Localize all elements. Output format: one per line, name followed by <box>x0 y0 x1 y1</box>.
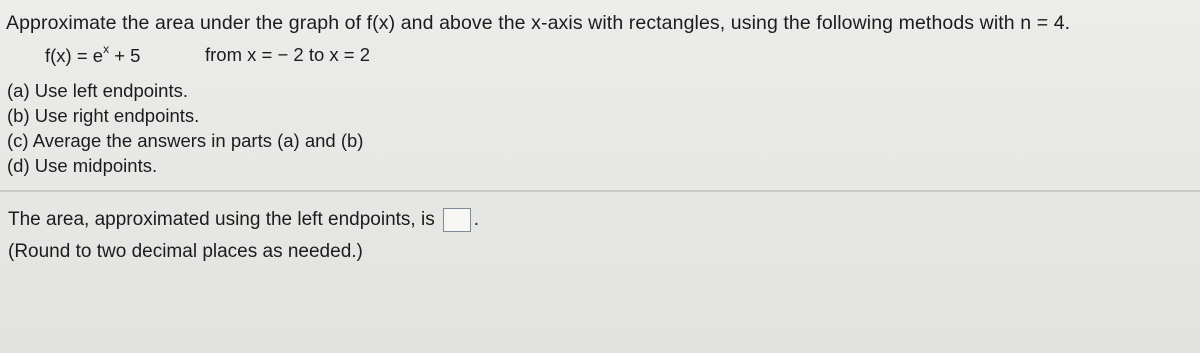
function-base: f(x) = e <box>45 45 104 67</box>
rounding-note: (Round to two decimal places as needed.) <box>8 241 363 262</box>
section-divider <box>0 190 1200 192</box>
function-exponent: x <box>103 42 110 56</box>
part-a: (a) Use left endpoints. <box>7 80 188 101</box>
part-c: (c) Average the answers in parts (a) and (b) <box>7 130 364 151</box>
interval-range: from x = − 2 to x = 2 <box>205 44 371 65</box>
answer-input[interactable] <box>443 208 471 232</box>
part-b: (b) Use right endpoints. <box>7 105 200 126</box>
question-title: Approximate the area under the graph of f(x) and above the x-axis with rectangles, using the following methods with n = 4. <box>6 12 1071 34</box>
question-parts <box>7 78 363 178</box>
answer-prompt: The area, approximated using the left endpoints, is <box>8 209 435 230</box>
function-constant: + 5 <box>109 45 141 67</box>
function-definition <box>45 44 140 67</box>
part-d: (d) Use midpoints. <box>7 155 158 176</box>
answer-suffix: . <box>473 209 479 230</box>
answer-row <box>8 208 479 232</box>
